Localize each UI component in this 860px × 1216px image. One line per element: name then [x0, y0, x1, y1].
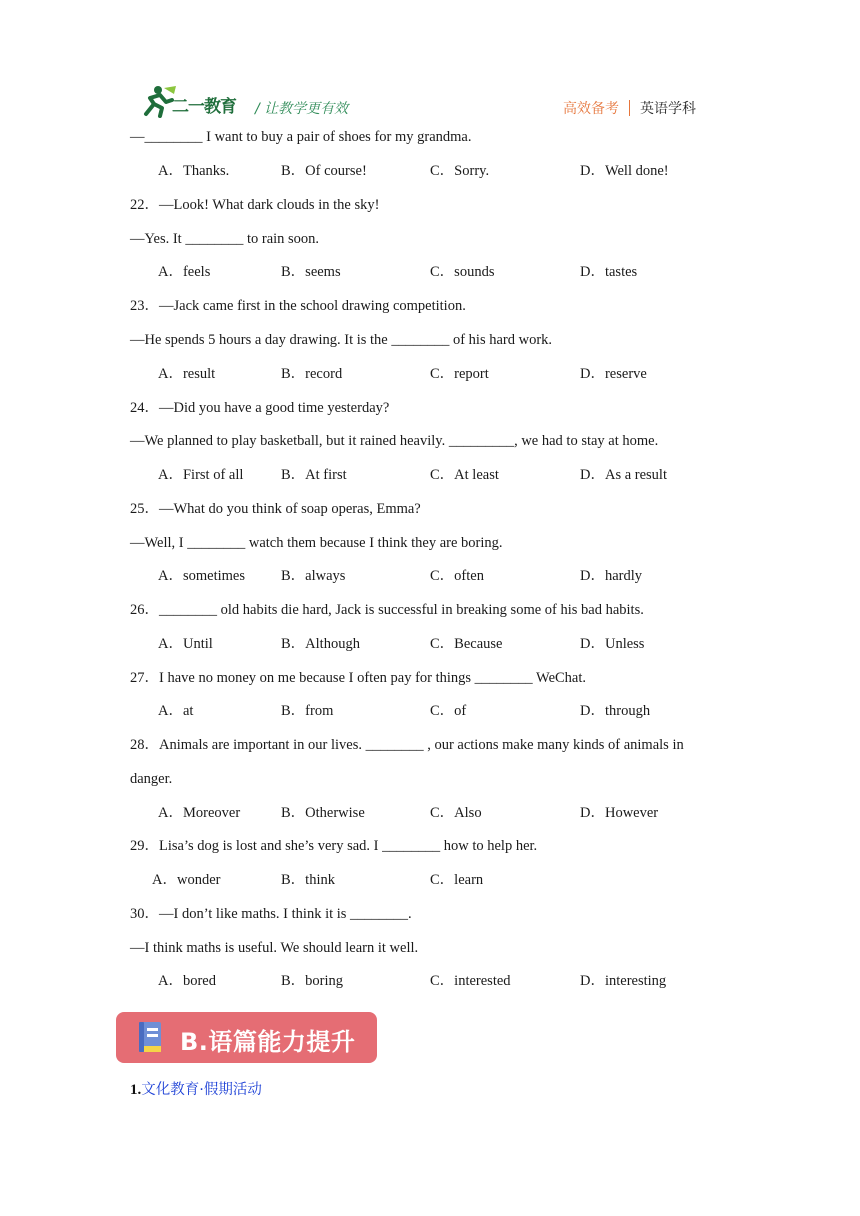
section-item-title[interactable]: 文化教育·假期活动 [141, 1082, 262, 1098]
option-row [0, 634, 860, 654]
question-line: —Well, I ________ watch them because I think they are boring. [130, 535, 503, 551]
option: D．Well done! [580, 163, 669, 179]
section-banner [116, 1012, 377, 1063]
question-line: —He spends 5 hours a day drawing. It is the ________ of his hard work. [130, 332, 553, 348]
question-line: danger. [130, 771, 173, 787]
option-row [0, 870, 860, 890]
section-item-number: 1. [130, 1082, 142, 1098]
option: B．Otherwise [281, 805, 365, 821]
option: A．First of all [158, 467, 244, 483]
option: C．Sorry. [430, 163, 490, 179]
option: C．Also [430, 805, 482, 821]
question-line: 30．—I don’t like maths. I think it is ________. [130, 906, 412, 922]
question-line: 22．—Look! What dark clouds in the sky! [130, 197, 380, 213]
question-line: 29．Lisa’s dog is lost and she’s very sad. I ________ how to help her. [130, 838, 538, 854]
option: D．As a result [580, 467, 667, 483]
question-line: 25．—What do you think of soap operas, Emma? [130, 501, 421, 517]
option: A．bored [158, 973, 216, 989]
option: B．seems [281, 264, 341, 280]
option: B．always [281, 568, 346, 584]
header-tagline: 高效备考 [563, 101, 619, 117]
question-line: —We planned to play basketball, but it rained heavily. _________, we had to stay at home. [130, 433, 659, 449]
option-row [0, 364, 860, 384]
option-row [0, 803, 860, 823]
question-line: 24．—Did you have a good time yesterday? [130, 400, 390, 416]
option: A．wonder [152, 872, 221, 888]
option: A．at [158, 703, 194, 719]
option: C．At least [430, 467, 499, 483]
book-icon [136, 1020, 164, 1054]
option: C．interested [430, 973, 511, 989]
header-right [563, 98, 696, 118]
section-banner-title: B.语篇能力提升 [180, 1028, 356, 1056]
option: D．interesting [580, 973, 667, 989]
page-header [0, 0, 860, 125]
option: D．hardly [580, 568, 643, 584]
option-row [0, 971, 860, 991]
option: A．result [158, 366, 216, 382]
question-line: 26．________ old habits die hard, Jack is successful in breaking some of his bad habits. [130, 602, 644, 618]
option: D．However [580, 805, 659, 821]
option-row [0, 465, 860, 485]
option: A．sometimes [158, 568, 245, 584]
option: D．Unless [580, 636, 645, 652]
option: D．reserve [580, 366, 647, 382]
option: B．At first [281, 467, 347, 483]
question-line: —I think maths is useful. We should learn it well. [130, 940, 419, 956]
option: D．tastes [580, 264, 638, 280]
option: B．from [281, 703, 334, 719]
option-row [0, 566, 860, 586]
logo-text: 二一教育 [172, 97, 236, 117]
option: C．of [430, 703, 467, 719]
option: C．sounds [430, 264, 495, 280]
option: C．report [430, 366, 489, 382]
option: A．Until [158, 636, 213, 652]
option: A．Moreover [158, 805, 241, 821]
header-divider [629, 100, 630, 116]
question-line: —________ I want to buy a pair of shoes for my grandma. [130, 129, 472, 145]
option: C．learn [430, 872, 484, 888]
option: C．Because [430, 636, 503, 652]
option: B．Although [281, 636, 360, 652]
question-line: 28．Animals are important in our lives. ________ , our actions make many kinds of animals in [130, 737, 684, 753]
option: B．boring [281, 973, 344, 989]
option: C．often [430, 568, 484, 584]
option-row [0, 161, 860, 181]
section-item [130, 1078, 262, 1099]
option-row [0, 701, 860, 721]
option: B．record [281, 366, 343, 382]
header-slogan: / 让教学更有效 [255, 101, 349, 117]
option: A．Thanks. [158, 163, 230, 179]
option-row [0, 262, 860, 282]
option: B．think [281, 872, 335, 888]
header-subject: 英语学科 [640, 101, 696, 117]
question-line: —Yes. It ________ to rain soon. [130, 231, 320, 247]
question-line: 23．—Jack came first in the school drawing competition. [130, 298, 466, 314]
option: A．feels [158, 264, 211, 280]
option: B．Of course! [281, 163, 367, 179]
option: D．through [580, 703, 651, 719]
question-line: 27．I have no money on me because I often pay for things ________ WeChat. [130, 670, 587, 686]
